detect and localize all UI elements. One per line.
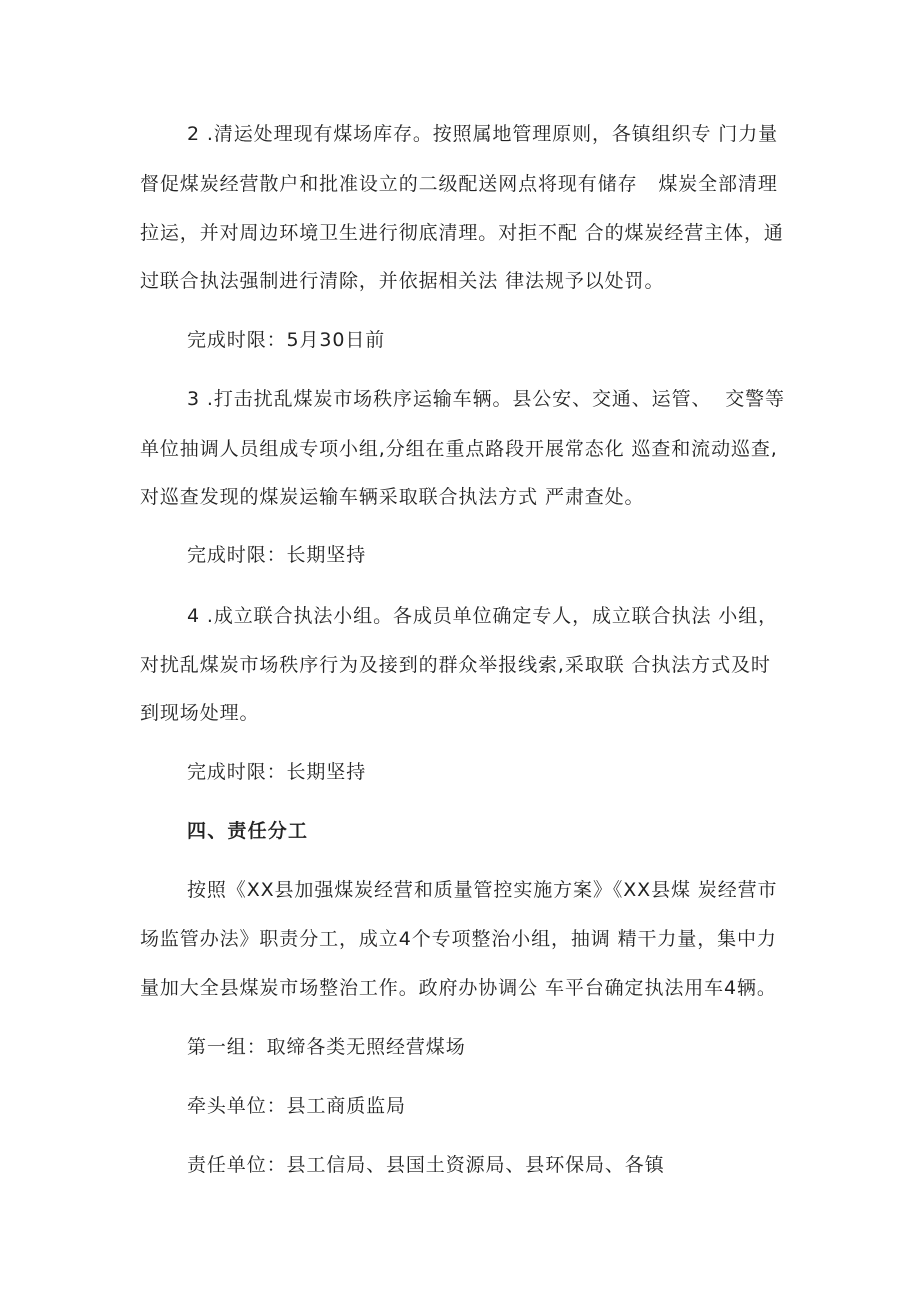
item2-line-2: 督促煤炭经营散户和批准设立的二级配送网点将现有储存 煤炭全部清理 [140,173,778,195]
item2-deadline: 完成时限：5月30日前 [187,329,386,351]
section4-line-2: 场监管办法》职责分工，成立4个专项整治小组，抽调 精干力量，集中力 [140,928,777,950]
item3-deadline: 完成时限：长期坚持 [187,544,367,566]
item4-line-2: 对扰乱煤炭市场秩序行为及接到的群众举报线索,采取联 合执法方式及时 [140,654,771,676]
item3-line-2: 单位抽调人员组成专项小组,分组在重点路段开展常态化 巡查和流动巡查, [140,438,778,460]
item2-line-3: 拉运，并对周边环境卫生进行彻底清理。对拒不配 合的煤炭经营主体，通 [140,222,784,244]
item4-line-1: 4 .成立联合执法小组。各成员单位确定专人，成立联合执法 小组， [187,605,779,627]
section-heading: 四、责任分工 [187,820,309,842]
item4-line-3: 到现场处理。 [140,702,260,724]
lead-unit: 牵头单位：县工商质监局 [187,1095,406,1117]
item3-line-3: 对巡查发现的煤炭运输车辆采取联合执法方式 严肃查处。 [140,486,645,508]
group1-title: 第一组：取缔各类无照经营煤场 [187,1036,466,1058]
item2-line-1: 2 .清运处理现有煤场库存。按照属地管理原则，各镇组织专 门力量 [187,123,779,145]
section4-line-1: 按照《XX县加强煤炭经营和质量管控实施方案》《XX县煤 炭经营市 [187,879,778,901]
section4-line-3: 量加大全县煤炭市场整治工作。政府办协调公 车平台确定执法用车4辆。 [140,977,777,999]
item4-deadline: 完成时限：长期坚持 [187,761,367,783]
responsible-units: 责任单位：县工信局、县国土资源局、县环保局、各镇 [187,1154,665,1176]
item3-line-1: 3 .打击扰乱煤炭市场秩序运输车辆。县公安、交通、运管、 交警等 [187,388,785,410]
item2-line-4: 过联合执法强制进行清除，并依据相关法 律法规予以处罚。 [140,270,665,292]
